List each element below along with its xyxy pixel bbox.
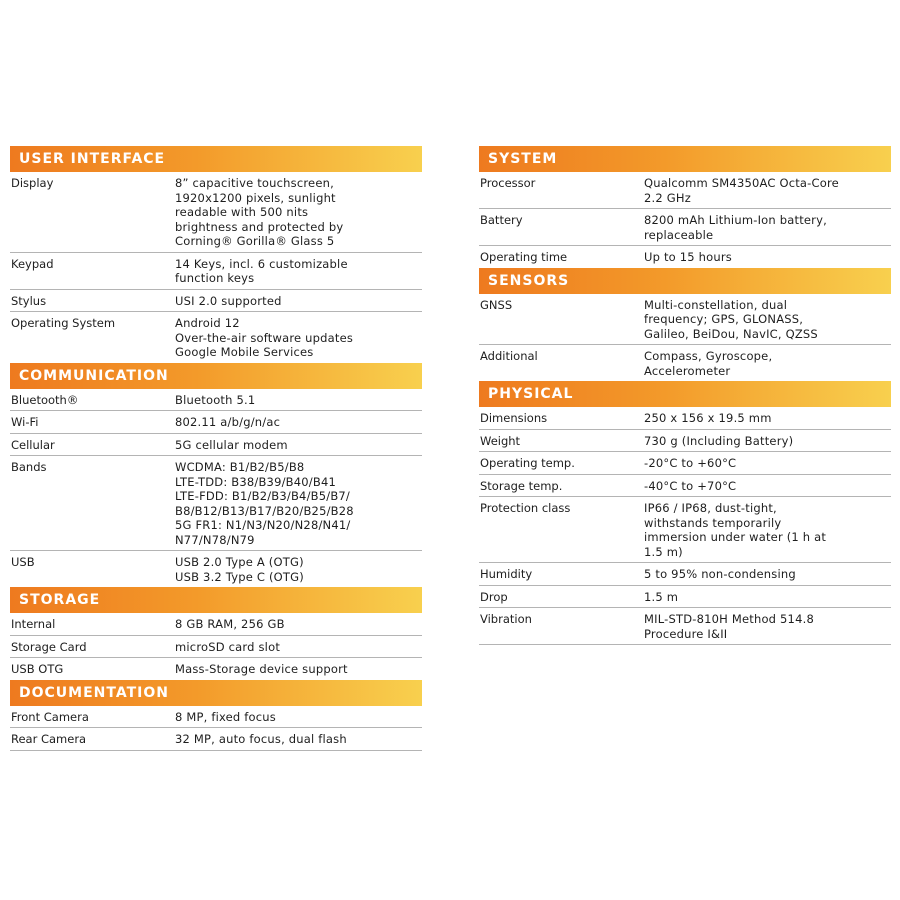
spec-value: IP66 / IP68, dust-tight, withstands temporarily immersion under water (1 h at 1.5 m)	[644, 501, 827, 559]
spec-value: Up to 15 hours	[644, 250, 732, 264]
spec-label: Storage temp.	[480, 478, 563, 493]
spec-label: USB OTG	[11, 662, 64, 676]
spec-label: Operating temp.	[480, 456, 575, 470]
spec-value: 8200 mAh Lithium-Ion battery, replaceable	[644, 213, 827, 242]
spec-value: -20°C to +60°C	[644, 456, 737, 470]
spec-row-protection-class	[479, 497, 891, 563]
spec-value: 8 GB RAM, 256 GB	[175, 617, 285, 631]
spec-column-right	[479, 146, 891, 645]
spec-value: 5 to 95% non-condensing	[644, 567, 796, 581]
spec-label: Drop	[480, 589, 508, 604]
spec-value: USI 2.0 supported	[175, 293, 282, 308]
spec-row-humidity	[479, 563, 891, 586]
section-documentation	[10, 680, 422, 751]
spec-value: 8 MP, fixed focus	[175, 709, 276, 724]
spec-label: Front Camera	[11, 709, 89, 724]
spec-row-operating-temp	[479, 452, 891, 475]
spec-value: 250 x 156 x 19.5 mm	[644, 411, 772, 425]
spec-value: Android 12 Over-the-air software updates Google Mobile Services	[175, 316, 354, 359]
spec-column-left	[10, 146, 422, 751]
spec-row-dimensions	[479, 407, 891, 430]
spec-value: -40°C to +70°C	[644, 478, 737, 493]
spec-row-rear-camera	[10, 728, 422, 751]
spec-value: MIL-STD-810H Method 514.8 Procedure I&II	[644, 612, 814, 641]
spec-row-operating-system	[10, 312, 422, 363]
spec-value: 802.11 a/b/g/n/ac	[175, 415, 281, 429]
section-header: COMMUNICATION	[10, 363, 422, 389]
spec-value: 5G cellular modem	[175, 437, 288, 452]
spec-row-processor	[479, 172, 891, 209]
spec-row-display	[10, 172, 422, 253]
spec-row-usb	[10, 551, 422, 587]
section-user-interface	[10, 146, 422, 363]
spec-row-storage-card	[10, 636, 422, 659]
section-header: SYSTEM	[479, 146, 891, 172]
spec-value: Multi-constellation, dual frequency; GPS, GLONASS, Galileo, BeiDou, NavIC, QZSS	[644, 297, 818, 341]
spec-label: Cellular	[11, 437, 55, 452]
spec-row-bands	[10, 456, 422, 551]
spec-row-cellular	[10, 434, 422, 457]
spec-label: Vibration	[480, 612, 532, 626]
spec-label: Operating System	[11, 316, 116, 330]
spec-value: USB 2.0 Type A (OTG) USB 3.2 Type C (OTG)	[175, 555, 304, 584]
spec-row-battery	[479, 209, 891, 246]
spec-label: Dimensions	[480, 411, 548, 425]
spec-value: 730 g (Including Battery)	[644, 433, 794, 448]
spec-value: 14 Keys, incl. 6 customizable function keys	[175, 256, 348, 285]
spec-label: Stylus	[11, 293, 47, 308]
spec-row-keypad	[10, 253, 422, 290]
spec-label: Processor	[480, 176, 536, 190]
section-communication	[10, 363, 422, 588]
spec-label: Bluetooth®	[11, 392, 79, 407]
section-physical	[479, 381, 891, 645]
spec-value: WCDMA: B1/B2/B5/B8 LTE-TDD: B38/B39/B40/B41 LTE-FDD: B1/B2/B3/B4/B5/B7/ B8/B12/B13/B17/B20/B25/B28 5G FR1: N1/N3/N20/N28/N41/ N77/N78/N79	[175, 460, 354, 547]
section-sensors	[479, 268, 891, 382]
spec-row-bluetooth	[10, 389, 422, 412]
spec-label: Operating time	[480, 250, 568, 264]
spec-value: 8” capacitive touchscreen, 1920x1200 pixels, sunlight readable with 500 nits brightness and protected by Corning® Gorilla® Glass 5	[175, 176, 344, 248]
spec-label: Storage Card	[11, 639, 87, 654]
spec-label: Protection class	[480, 501, 571, 515]
spec-value: Mass-Storage device support	[175, 662, 348, 676]
spec-value: microSD card slot	[175, 639, 281, 654]
spec-label: Additional	[480, 349, 538, 363]
section-header: DOCUMENTATION	[10, 680, 422, 706]
spec-row-wifi	[10, 411, 422, 434]
section-header: SENSORS	[479, 268, 891, 294]
spec-row-storage-temp	[479, 475, 891, 498]
spec-row-drop	[479, 586, 891, 609]
spec-row-usb-otg	[10, 658, 422, 680]
spec-row-additional	[479, 345, 891, 381]
spec-row-vibration	[479, 608, 891, 645]
spec-row-weight	[479, 430, 891, 453]
section-storage	[10, 587, 422, 680]
section-header: PHYSICAL	[479, 381, 891, 407]
spec-label: Weight	[480, 433, 521, 448]
spec-row-operating-time	[479, 246, 891, 268]
spec-label: Humidity	[480, 567, 533, 581]
spec-row-front-camera	[10, 706, 422, 729]
spec-label: Display	[11, 176, 54, 190]
spec-label: Keypad	[11, 256, 54, 271]
spec-label: GNSS	[480, 297, 513, 312]
spec-row-internal	[10, 613, 422, 636]
spec-label: Bands	[11, 460, 47, 474]
spec-label: USB	[11, 555, 35, 569]
spec-label: Rear Camera	[11, 732, 87, 746]
section-header: STORAGE	[10, 587, 422, 613]
section-header: USER INTERFACE	[10, 146, 422, 172]
spec-value: 1.5 m	[644, 589, 679, 604]
spec-row-gnss	[479, 294, 891, 346]
spec-value: 32 MP, auto focus, dual flash	[175, 732, 347, 746]
spec-value: Qualcomm SM4350AC Octa-Core 2.2 GHz	[644, 176, 839, 205]
spec-value: Bluetooth 5.1	[175, 392, 256, 407]
spec-value: Compass, Gyroscope, Accelerometer	[644, 349, 773, 378]
spec-label: Battery	[480, 213, 523, 227]
spec-label: Internal	[11, 617, 56, 631]
spec-row-stylus	[10, 290, 422, 313]
spec-label: Wi-Fi	[11, 415, 39, 429]
section-system	[479, 146, 891, 268]
